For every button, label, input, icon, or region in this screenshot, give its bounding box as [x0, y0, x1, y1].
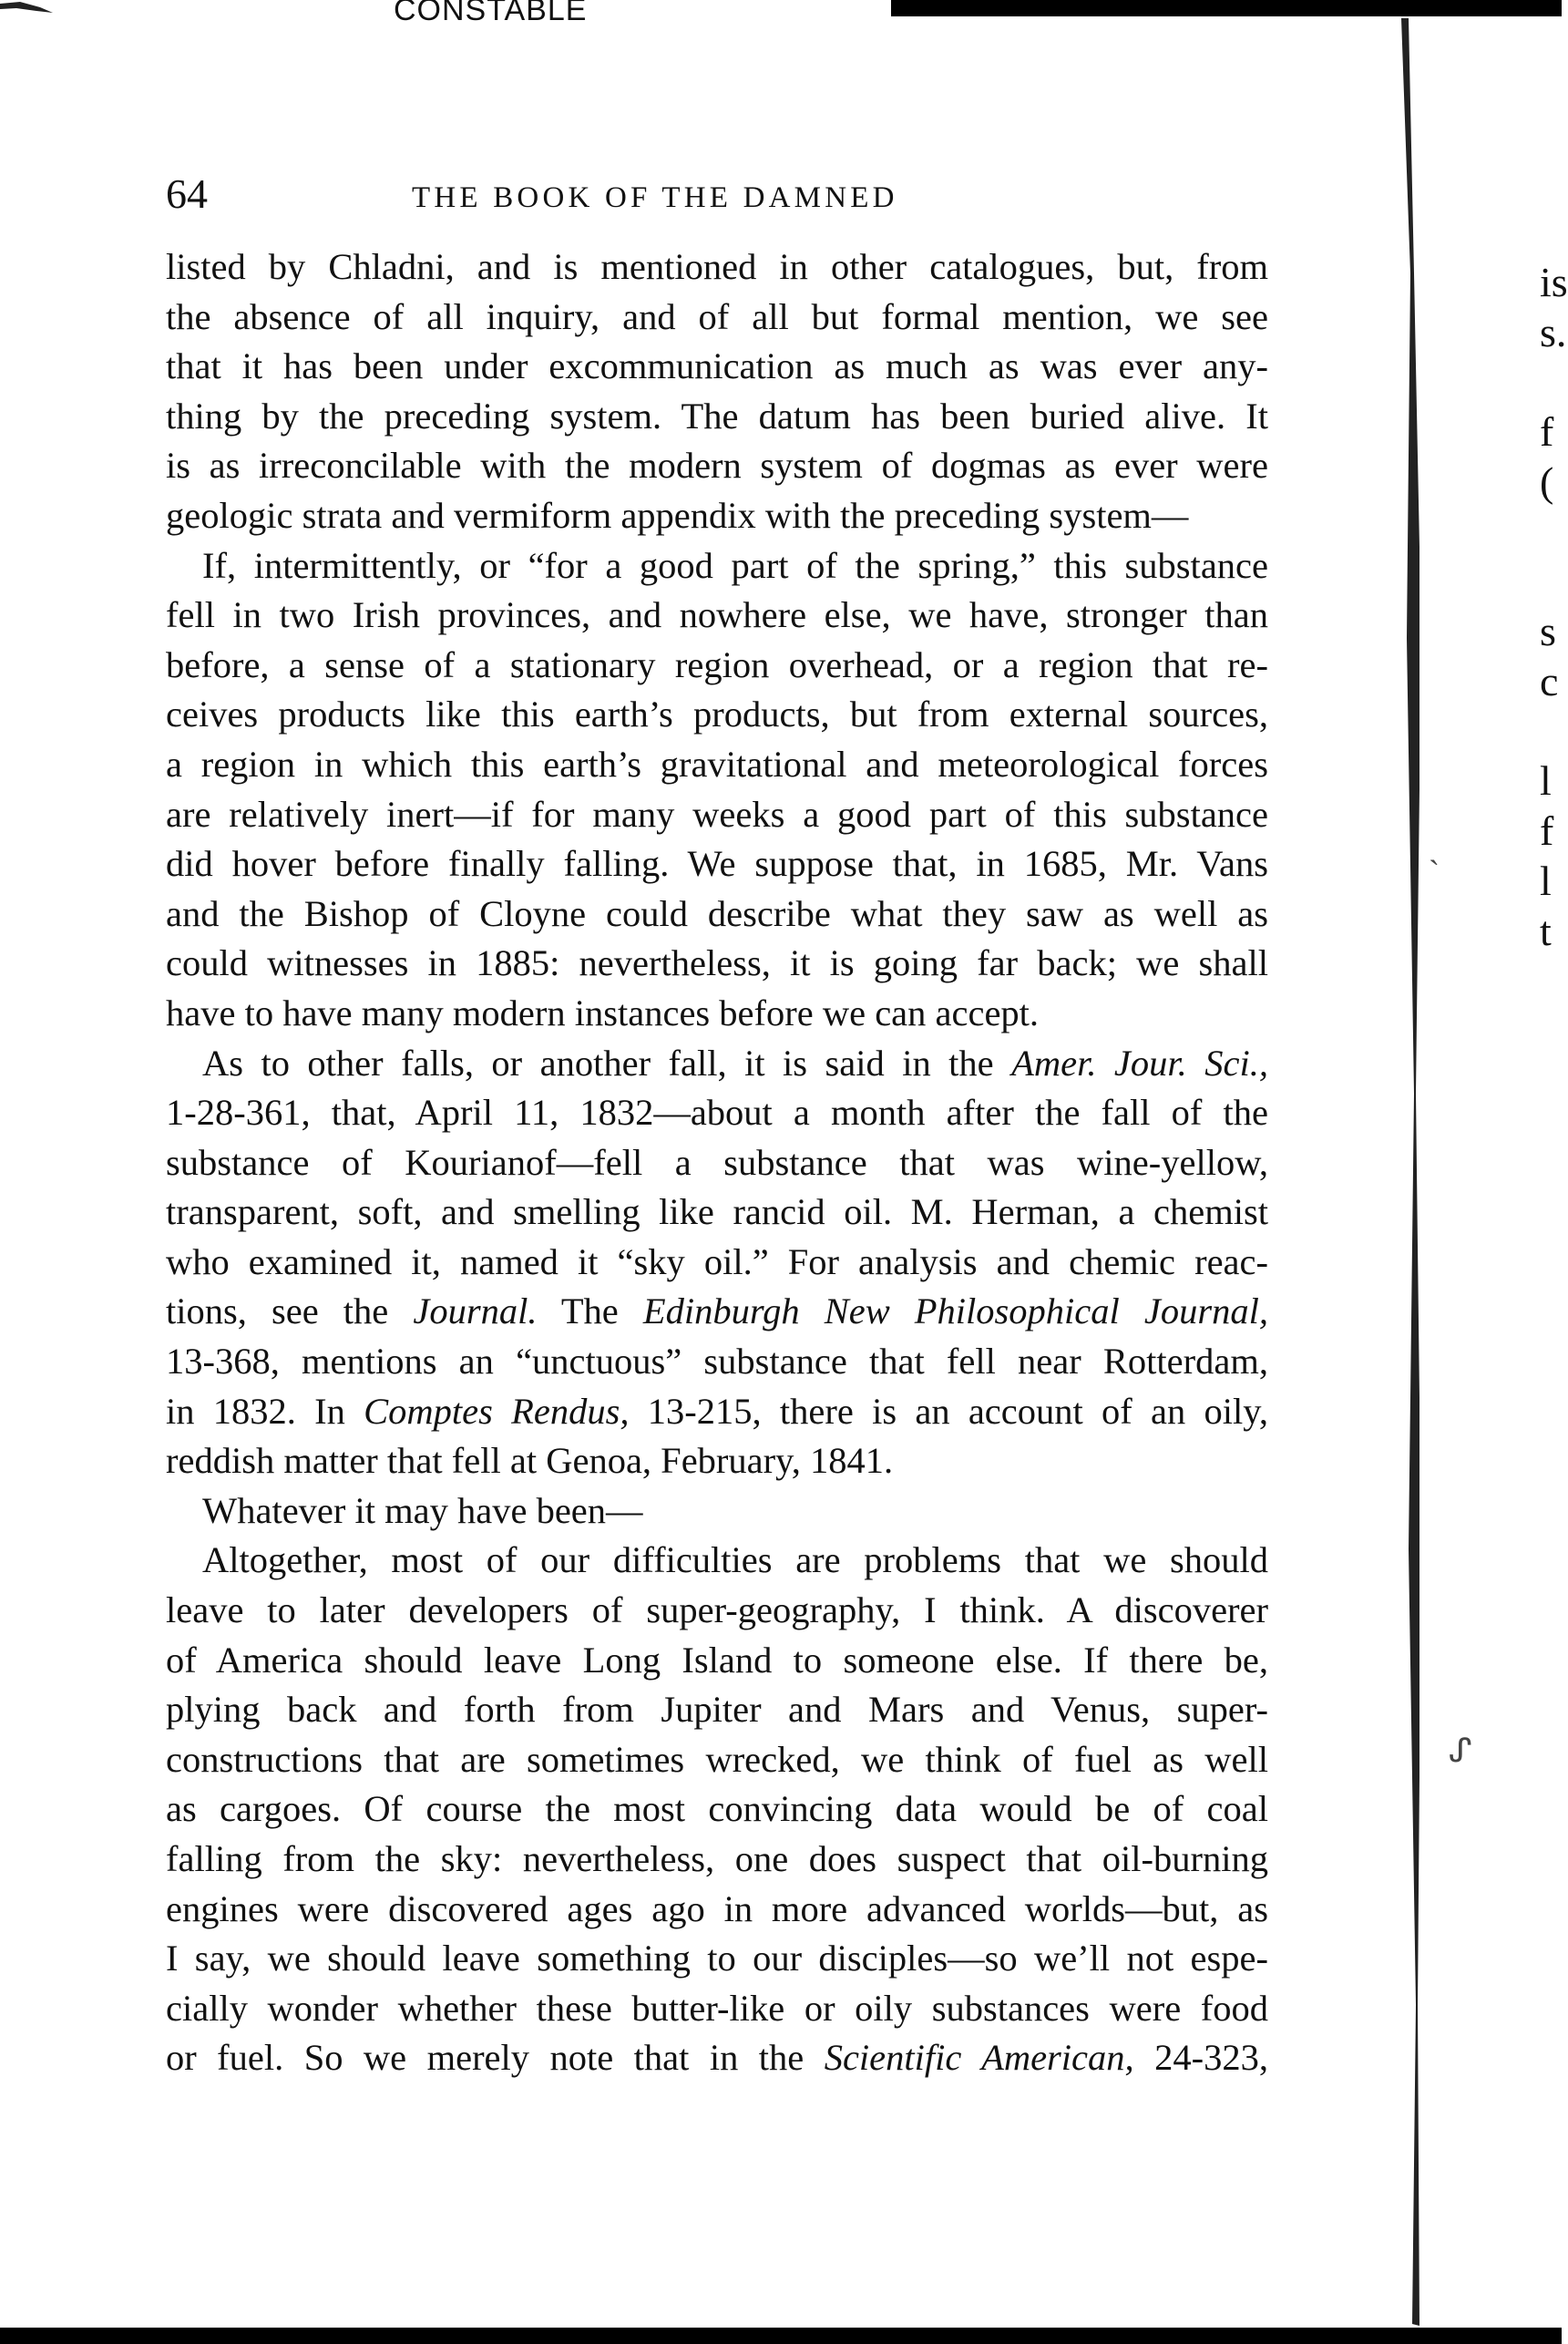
facing-page-edge: [1419, 16, 1562, 2328]
text-line: is as irreconcilable with the modern system of dogmas as ever were: [166, 445, 1268, 487]
text-line: thing by the preceding system. The datum has been buried alive. It: [166, 395, 1268, 437]
facing-page-fragment: l: [1540, 858, 1552, 904]
text-line: a region in which this earth’s gravitational and meteorological forces: [166, 743, 1268, 785]
text-line: before, a sense of a stationary region overhead, or a region that re-: [166, 643, 1268, 685]
stray-ink-mark: ˏ: [1429, 828, 1440, 865]
text-line: [166, 1387, 1268, 1437]
facing-page-fragment: s: [1540, 608, 1556, 654]
text-line: I say, we should leave something to our disciples—so we’ll not espe-: [166, 1938, 1268, 1979]
facing-page-fragment: (: [1540, 458, 1554, 505]
text-line: have to have many modern instances before we can accept.: [166, 992, 1040, 1033]
text-run: As to other falls, or another fall, it is said in the: [202, 1042, 1012, 1084]
italic-citation: Amer. Jour. Sci.,: [1011, 1042, 1268, 1084]
text-line: as cargoes. Of course the most convincing data would be of coal: [166, 1788, 1268, 1830]
text-run: The: [537, 1290, 643, 1332]
text-line: could witnesses in 1885: nevertheless, it is going far back; we shall: [166, 942, 1268, 984]
text-line: If, intermittently, or “for a good part of the spring,” this substance: [202, 544, 1268, 586]
facing-page-fragment: f: [1540, 807, 1554, 854]
italic-citation: Edinburgh New Philosophical Journal,: [642, 1290, 1268, 1332]
text-line: engines were discovered ages ago in more advanced worlds—but, as: [166, 1887, 1268, 1929]
text-line: transparent, soft, and smelling like rancid oil. M. Herman, a chemist: [166, 1191, 1268, 1233]
text-line: geologic strata and vermiform appendix with the preceding system—: [166, 494, 1189, 536]
facing-page-fragment: s.: [1540, 309, 1567, 355]
text-line: and the Bishop of Cloyne could describe what they saw as well as: [166, 892, 1268, 934]
text-line: reddish matter that fell at Genoa, February, 1841.: [166, 1440, 894, 1482]
text-run: in 1832. In: [166, 1390, 364, 1432]
text-line: [166, 1039, 1268, 1089]
text-line: cially wonder whether these butter-like or oily substances were food: [166, 1987, 1268, 2029]
facing-page-fragment: f: [1540, 408, 1554, 455]
text-line: are relatively inert—if for many weeks a good part of this substance: [166, 793, 1268, 835]
text-line: did hover before finally falling. We suppose that, in 1685, Mr. Vans: [166, 843, 1268, 885]
text-line: Altogether, most of our difficulties are problems that we should: [202, 1539, 1268, 1581]
facing-page-fragment: t: [1540, 908, 1552, 954]
text-line: leave to later developers of super-geography, I think. A discoverer: [166, 1589, 1268, 1631]
text-line: fell in two Irish provinces, and nowhere else, we have, stronger than: [166, 594, 1268, 636]
library-stamp: CONSTABLE: [394, 0, 588, 27]
page-number: 64: [166, 170, 208, 217]
facing-page-fragment: c: [1540, 658, 1559, 704]
text-run: 24-323,: [1133, 2037, 1268, 2079]
text-line: that it has been under excommunication as much as was ever any-: [166, 345, 1268, 387]
text-run: or fuel. So we merely note that in the: [166, 2037, 825, 2079]
italic-citation: Comptes Rendus,: [364, 1390, 630, 1432]
text-line: falling from the sky: nevertheless, one does suspect that oil-burning: [166, 1838, 1268, 1879]
text-line: 1-28-361, that, April 11, 1832—about a month after the fall of the: [166, 1092, 1268, 1134]
running-head: THE BOOK OF THE DAMNED: [412, 181, 898, 214]
text-line: [166, 1287, 1268, 1337]
text-line: 13-368, mentions an “unctuous” substance that fell near Rotterdam,: [166, 1341, 1268, 1383]
text-line: listed by Chladni, and is mentioned in other catalogues, but, from: [166, 246, 1268, 287]
text-line: who examined it, named it “sky oil.” For analysis and chemic reac-: [166, 1240, 1268, 1282]
scan-smudge: [0, 0, 55, 20]
text-line: Whatever it may have been—: [202, 1489, 643, 1531]
facing-page-fragment: l: [1540, 757, 1552, 804]
text-line: ceives products like this earth’s products, but from external sources,: [166, 694, 1268, 735]
italic-citation: Scientific American,: [824, 2037, 1134, 2079]
italic-citation: Journal.: [413, 1290, 538, 1332]
text-line: substance of Kourianof—fell a substance that was wine-yellow,: [166, 1141, 1268, 1183]
facing-page-fragment: is: [1540, 259, 1568, 305]
text-line: of America should leave Long Island to someone else. If there be,: [166, 1639, 1268, 1681]
text-run: tions, see the: [166, 1290, 414, 1332]
scan-border-bottom: [0, 2328, 1562, 2344]
stray-ink-mark: ᔑ: [1449, 1732, 1472, 1769]
text-line: [166, 2033, 1268, 2083]
text-line: the absence of all inquiry, and of all but formal mention, we see: [166, 295, 1268, 337]
text-run: 13-215, there is an account of an oily,: [629, 1390, 1268, 1432]
text-line: constructions that are sometimes wrecked, we think of fuel as well: [166, 1738, 1268, 1780]
body-text: [166, 242, 1268, 2083]
text-line: plying back and forth from Jupiter and Mars and Venus, super-: [166, 1689, 1268, 1731]
